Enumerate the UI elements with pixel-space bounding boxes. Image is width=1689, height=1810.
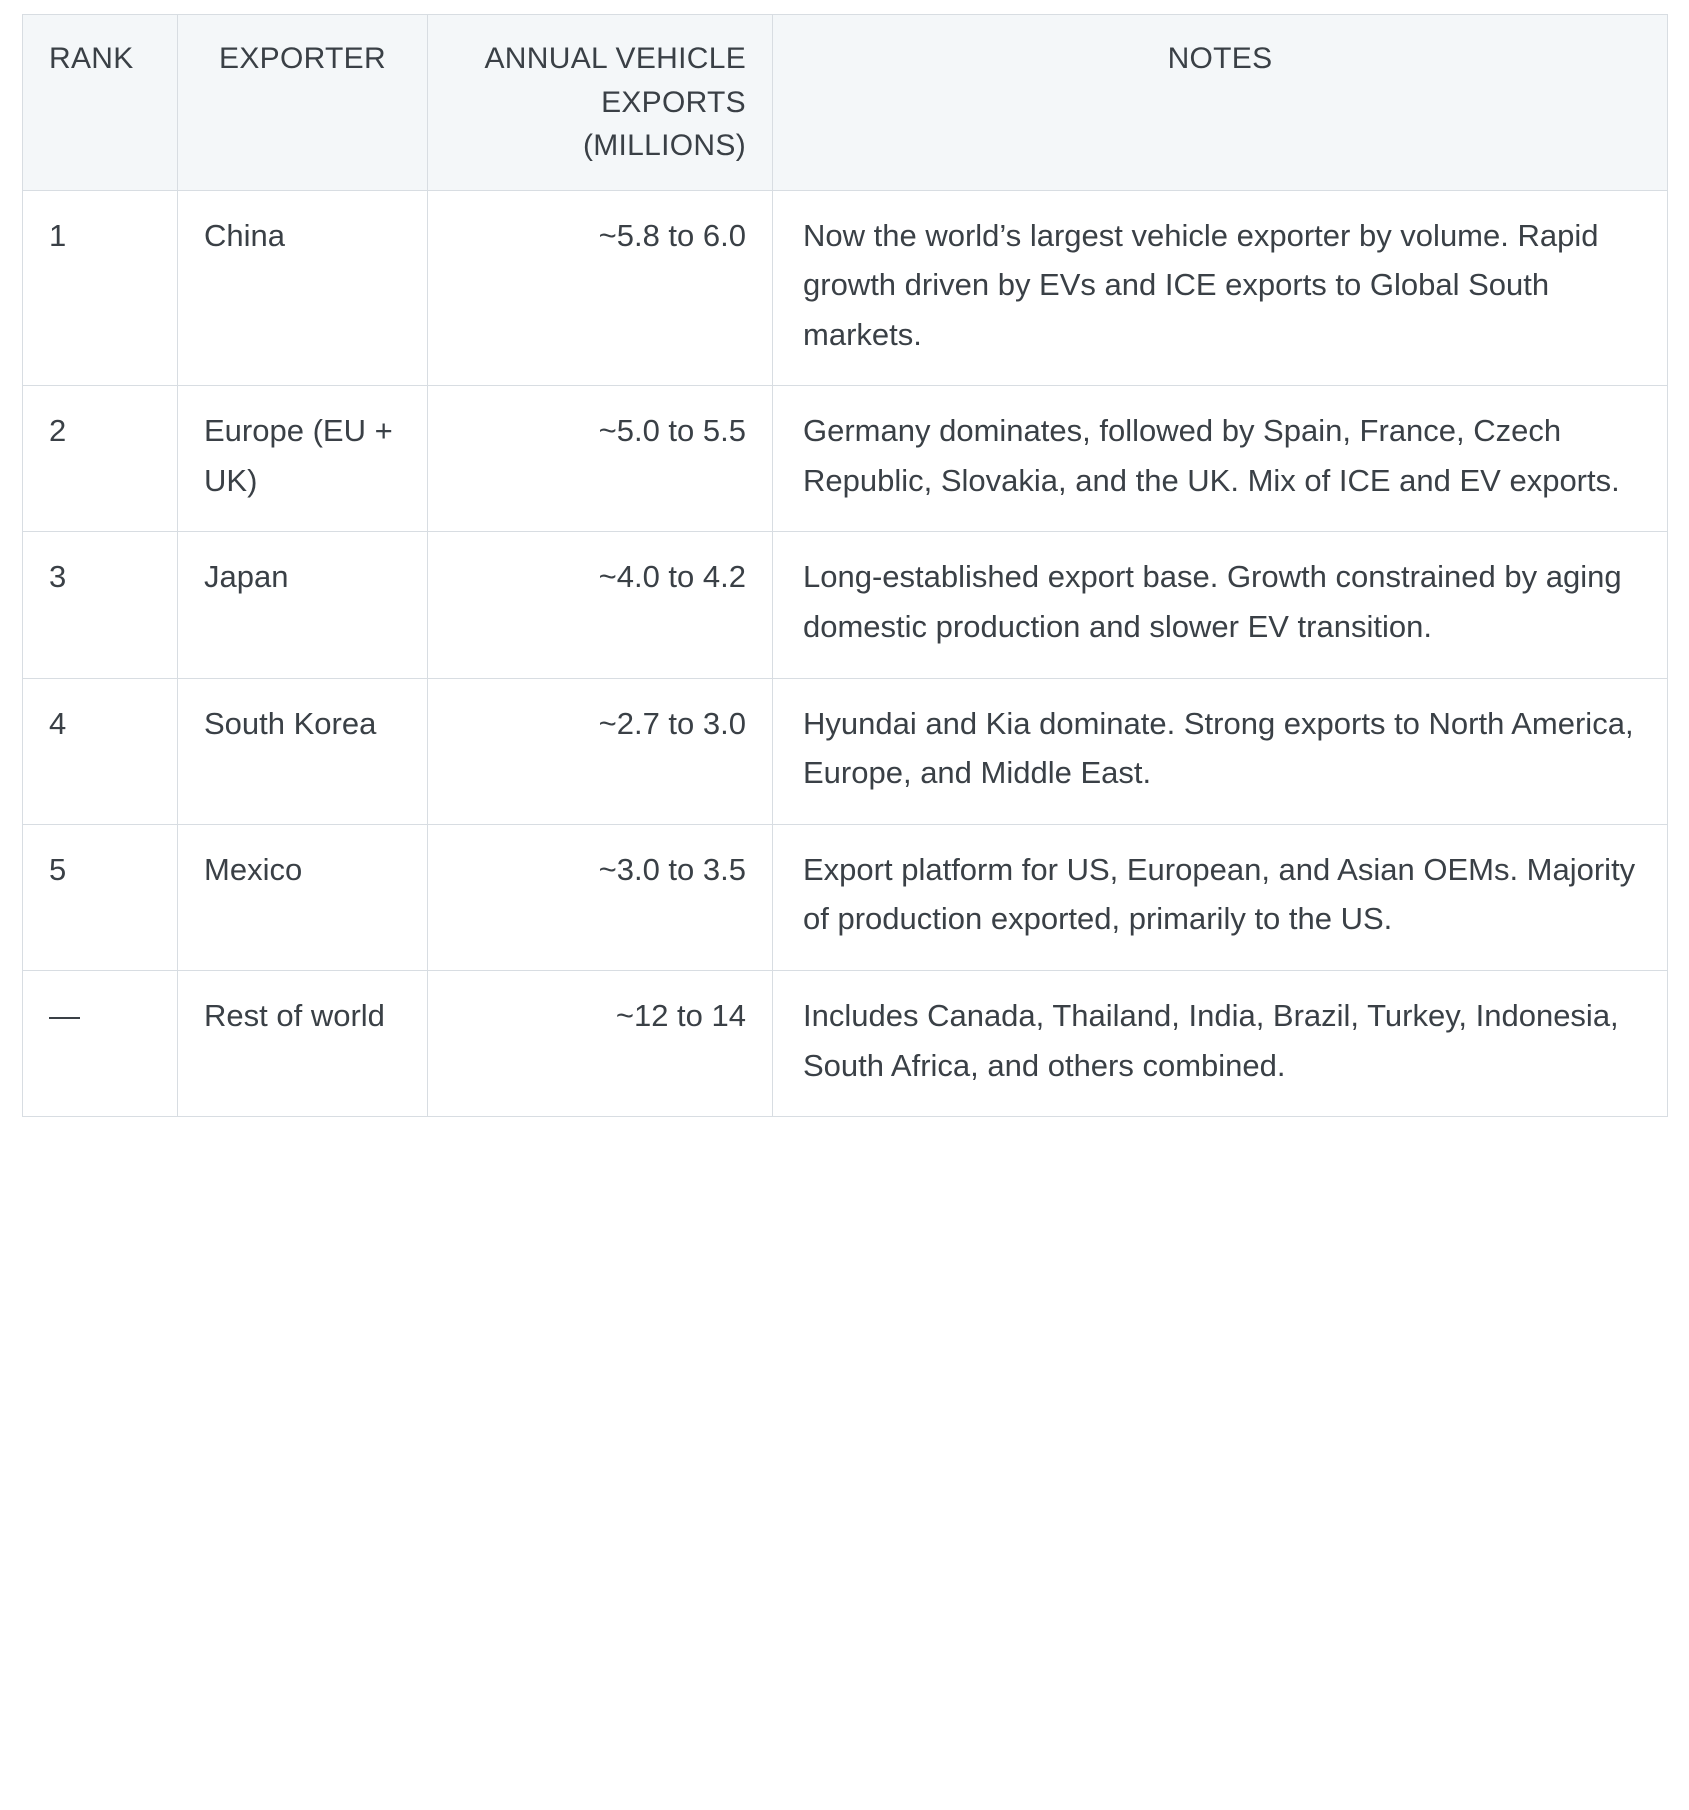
- cell-rank: —: [23, 971, 178, 1117]
- column-header-annual-vehicle-exports: ANNUAL VEHICLE EXPORTS (MILLIONS): [428, 15, 773, 191]
- cell-rank: 2: [23, 386, 178, 532]
- cell-rank: 3: [23, 532, 178, 678]
- cell-rank: 4: [23, 678, 178, 824]
- table-header: [23, 15, 1668, 191]
- cell-notes: Hyundai and Kia dominate. Strong exports to North America, Europe, and Middle East.: [773, 678, 1668, 824]
- table-row: [23, 190, 1668, 386]
- cell-exporter: China: [178, 190, 428, 386]
- column-header-notes: NOTES: [773, 15, 1668, 191]
- cell-notes: Includes Canada, Thailand, India, Brazil, Turkey, Indonesia, South Africa, and others combined.: [773, 971, 1668, 1117]
- cell-notes: Germany dominates, followed by Spain, France, Czech Republic, Slovakia, and the UK. Mix of ICE and EV exports.: [773, 386, 1668, 532]
- table-row: [23, 532, 1668, 678]
- cell-volume: ~2.7 to 3.0: [428, 678, 773, 824]
- cell-volume: ~3.0 to 3.5: [428, 824, 773, 970]
- cell-exporter: South Korea: [178, 678, 428, 824]
- table-row: [23, 386, 1668, 532]
- vehicle-exports-table: [22, 14, 1668, 1117]
- table-row: [23, 971, 1668, 1117]
- cell-rank: 1: [23, 190, 178, 386]
- cell-notes: Now the world’s largest vehicle exporter by volume. Rapid growth driven by EVs and ICE exports to Global South markets.: [773, 190, 1668, 386]
- cell-volume: ~12 to 14: [428, 971, 773, 1117]
- cell-exporter: Europe (EU + UK): [178, 386, 428, 532]
- cell-volume: ~4.0 to 4.2: [428, 532, 773, 678]
- cell-exporter: Rest of world: [178, 971, 428, 1117]
- table-row: [23, 678, 1668, 824]
- cell-exporter: Japan: [178, 532, 428, 678]
- cell-exporter: Mexico: [178, 824, 428, 970]
- column-header-exporter: EXPORTER: [178, 15, 428, 191]
- table-row: [23, 824, 1668, 970]
- cell-volume: ~5.8 to 6.0: [428, 190, 773, 386]
- cell-notes: Long-established export base. Growth constrained by aging domestic production and slower EV transition.: [773, 532, 1668, 678]
- table-body: [23, 190, 1668, 1117]
- table-header-row: [23, 15, 1668, 191]
- cell-volume: ~5.0 to 5.5: [428, 386, 773, 532]
- cell-notes: Export platform for US, European, and Asian OEMs. Majority of production exported, primarily to the US.: [773, 824, 1668, 970]
- column-header-rank: RANK: [23, 15, 178, 191]
- cell-rank: 5: [23, 824, 178, 970]
